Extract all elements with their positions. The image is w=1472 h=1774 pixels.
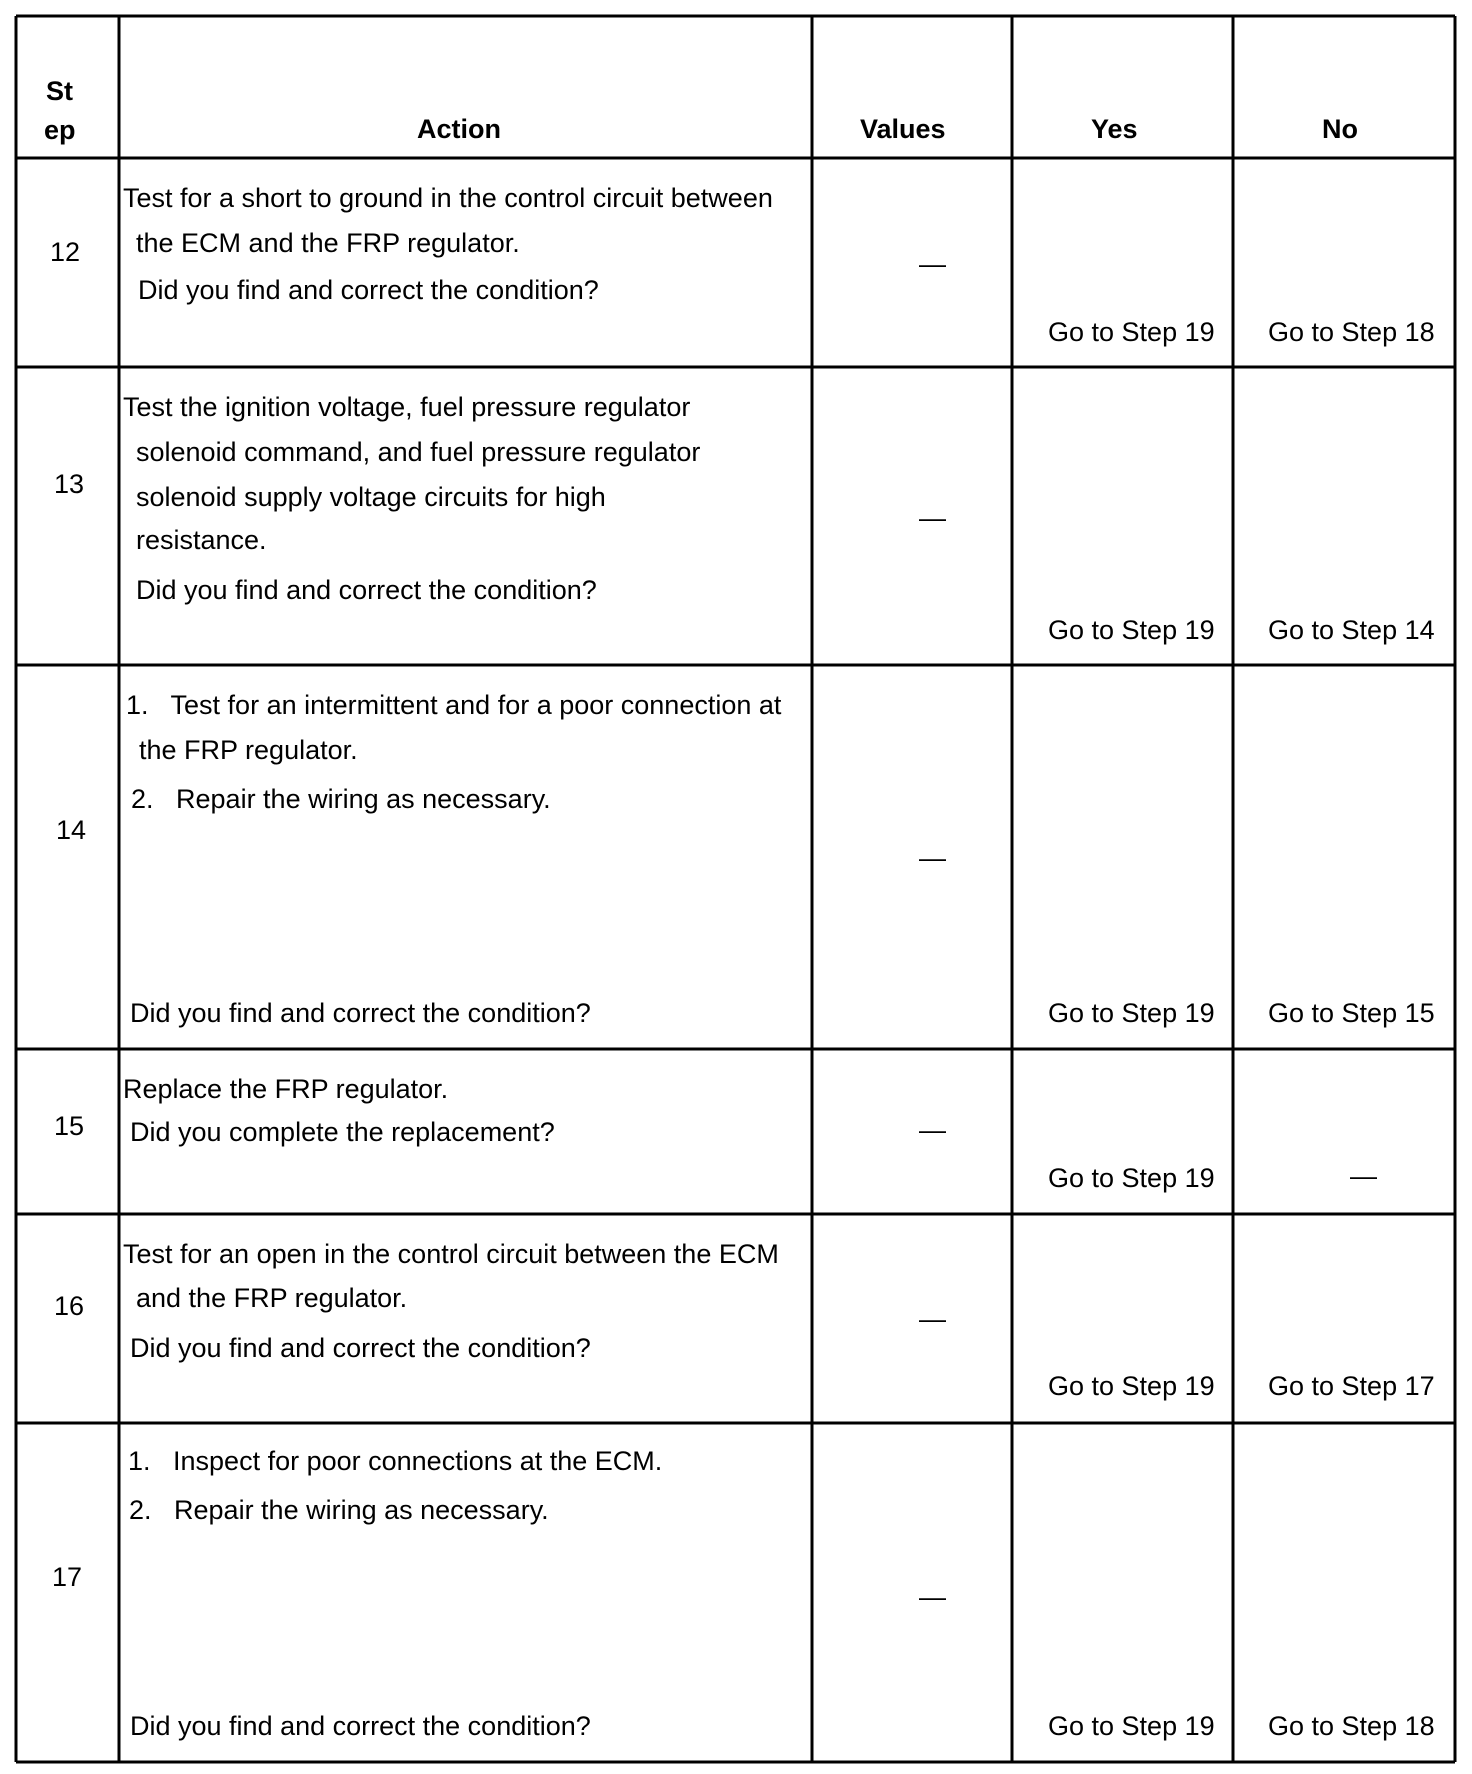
yes-goto: Go to Step 19 bbox=[1048, 1371, 1215, 1401]
action-line: Test the ignition voltage, fuel pressure regulator bbox=[123, 392, 691, 422]
yes-goto: Go to Step 19 bbox=[1048, 998, 1215, 1028]
header-no: No bbox=[1322, 114, 1358, 144]
yes-goto: Go to Step 19 bbox=[1048, 615, 1215, 645]
values-dash: — bbox=[919, 1304, 946, 1334]
step-number: 13 bbox=[54, 469, 85, 499]
header-step-line2: ep bbox=[44, 115, 76, 145]
action-line: Did you find and correct the condition? bbox=[130, 1711, 591, 1741]
values-dash: — bbox=[919, 843, 946, 873]
values-dash: — bbox=[919, 249, 946, 279]
action-line: 2. Repair the wiring as necessary. bbox=[131, 784, 551, 814]
header-values: Values bbox=[860, 114, 946, 144]
no-goto: Go to Step 14 bbox=[1268, 615, 1435, 645]
step-number: 14 bbox=[56, 815, 87, 845]
action-line: Did you find and correct the condition? bbox=[136, 575, 597, 605]
action-line: 1. Inspect for poor connections at the ECM. bbox=[128, 1446, 663, 1476]
no-goto: Go to Step 15 bbox=[1268, 998, 1435, 1028]
action-line: the FRP regulator. bbox=[139, 735, 358, 765]
action-line: Did you find and correct the condition? bbox=[138, 275, 599, 305]
step-number: 16 bbox=[54, 1291, 85, 1321]
header-step-line1: St bbox=[46, 76, 73, 106]
action-line: solenoid command, and fuel pressure regulator bbox=[136, 437, 701, 467]
action-line: solenoid supply voltage circuits for high bbox=[136, 482, 606, 512]
yes-goto: Go to Step 19 bbox=[1048, 317, 1215, 347]
action-line: Test for a short to ground in the control circuit between bbox=[123, 183, 773, 213]
yes-goto: Go to Step 19 bbox=[1048, 1163, 1215, 1193]
step-number: 17 bbox=[52, 1562, 83, 1592]
action-line: Replace the FRP regulator. bbox=[123, 1074, 449, 1104]
no-goto: Go to Step 17 bbox=[1268, 1371, 1435, 1401]
step-number: 15 bbox=[54, 1111, 85, 1141]
values-dash: — bbox=[919, 503, 946, 533]
header-action: Action bbox=[417, 114, 501, 144]
step-number: 12 bbox=[50, 237, 81, 267]
action-line: Did you find and correct the condition? bbox=[130, 998, 591, 1028]
action-line: Did you complete the replacement? bbox=[130, 1117, 555, 1147]
action-line: the ECM and the FRP regulator. bbox=[136, 228, 520, 258]
action-line: 2. Repair the wiring as necessary. bbox=[129, 1495, 549, 1525]
action-line: Test for an open in the control circuit between the ECM bbox=[123, 1239, 779, 1269]
values-dash: — bbox=[919, 1582, 946, 1612]
action-line: resistance. bbox=[136, 525, 267, 555]
yes-goto: Go to Step 19 bbox=[1048, 1711, 1215, 1741]
header-yes: Yes bbox=[1091, 114, 1138, 144]
action-line: Did you find and correct the condition? bbox=[130, 1333, 591, 1363]
no-goto: Go to Step 18 bbox=[1268, 1711, 1435, 1741]
no-dash: — bbox=[1350, 1161, 1377, 1191]
values-dash: — bbox=[919, 1115, 946, 1145]
action-line: 1. Test for an intermittent and for a poor connection at bbox=[126, 690, 782, 720]
no-goto: Go to Step 18 bbox=[1268, 317, 1435, 347]
action-line: and the FRP regulator. bbox=[136, 1283, 408, 1313]
